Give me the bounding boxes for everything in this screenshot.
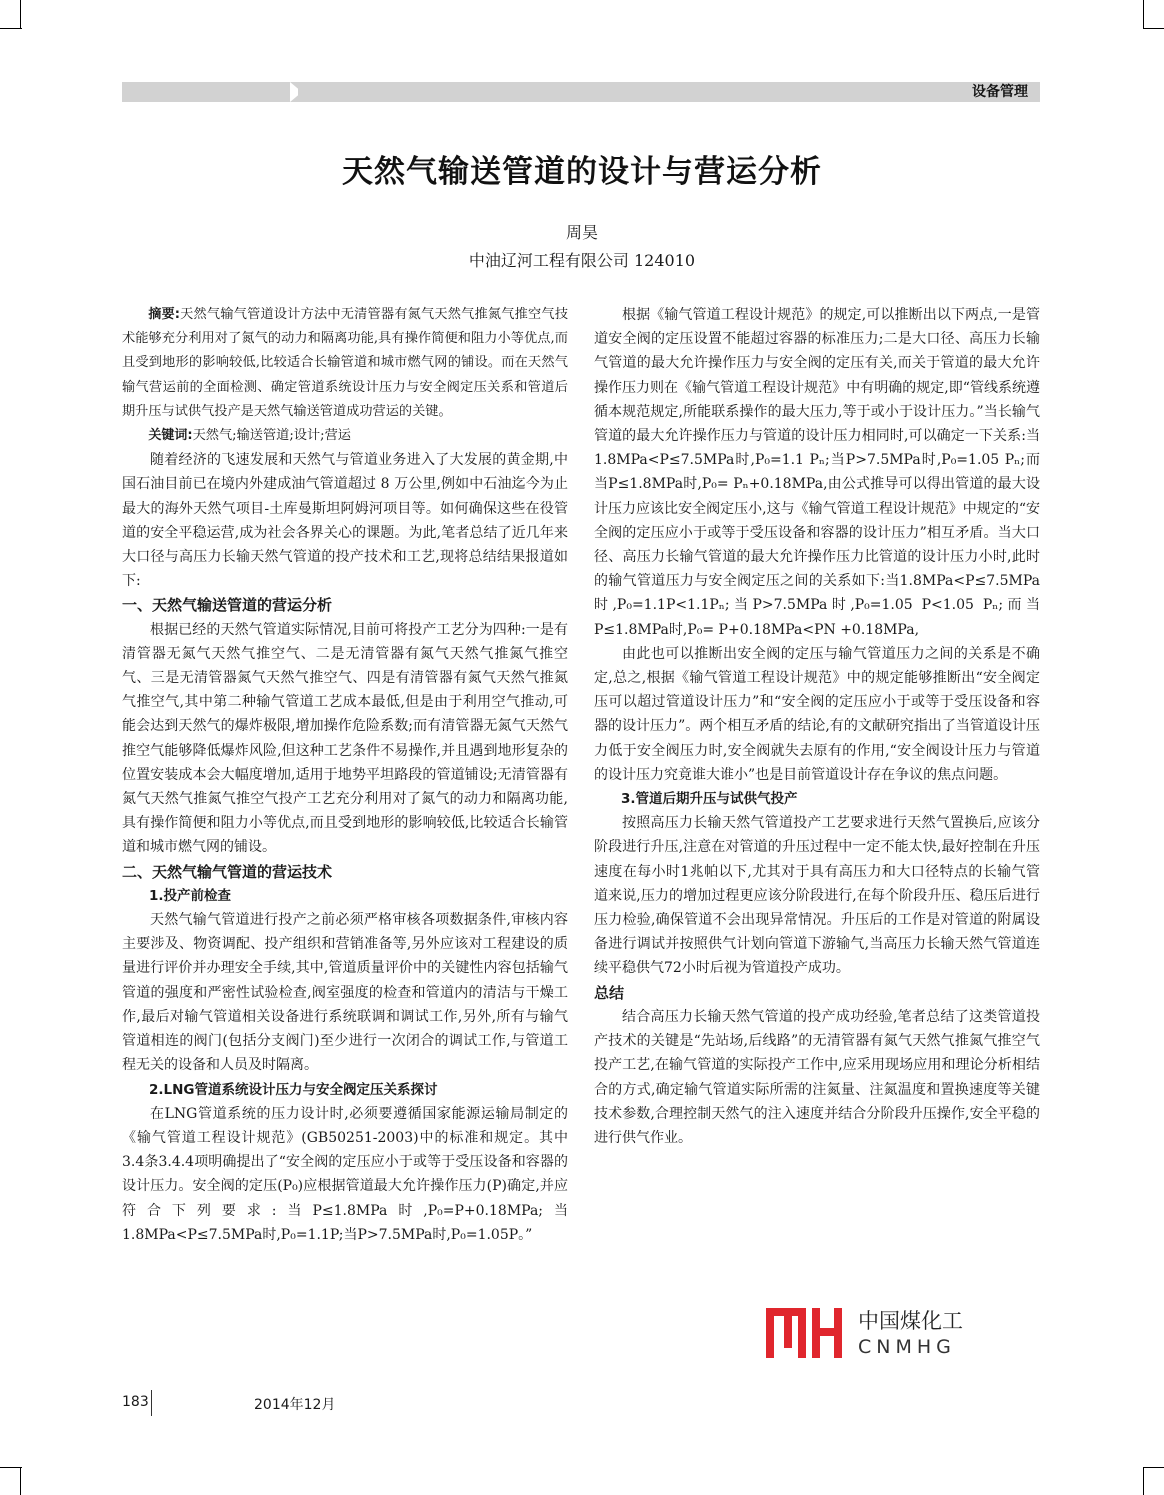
left-column	[122, 303, 568, 1247]
logo-name-en: CNMHG	[858, 1336, 956, 1358]
section-heading-summary: 总结	[594, 983, 625, 1002]
intro-paragraph: 随着经济的飞速发展和天然气与管道业务进入了大发展的黄金期,中国石油目前已在境内外建成油气管道超过 8 万公里,例如中石油迄今为止最大的海外天然气项目-土库曼斯坦阿姆河项目等。如何确保这些在役管道的安全平稳运营,成为社会各界关心的课题。为此,笔者总结了近几年来大口径与高压力长输天然气管道的投产技术和工艺,现将总结结果报道如下:	[122, 452, 568, 590]
page-number: 183	[122, 1394, 149, 1410]
abstract-text: 天然气输气管道设计方法中无清管器有氮气天然气推氮气推空气技术能够充分利用对了氮气的动力和隔离功能,具有操作简便和阻力小等优点,而且受到地形的影响较低,比较适合长输管道和城市燃气网的铺设。而在天然气输气营运前的全面检测、确定管道系统设计压力与安全阀定压关系和管道后期升压与试供气投产是天然气输送管道成功营运的关键。	[122, 307, 569, 419]
article-title: 天然气输送管道的设计与营运分析	[342, 154, 822, 190]
abstract-label: 摘要:	[148, 307, 180, 322]
cnmhg-logo	[762, 1302, 852, 1362]
keywords-label: 关键词:	[148, 428, 193, 444]
crop-mark	[0, 28, 22, 29]
issue-date: 2014年12月	[254, 1397, 336, 1413]
subsection-heading-1: 1.投产前检查	[149, 887, 232, 904]
crop-mark	[0, 1467, 22, 1468]
subsection-heading-2: 2.LNG管道系统设计压力与安全阀定压关系探讨	[149, 1081, 438, 1098]
abstract	[122, 303, 568, 424]
paragraph: 在LNG管道系统的压力设计时,必须要遵循国家能源运输局制定的《输气管道工程设计规范》(GB50251-2003)中的标准和规定。其中3.4条3.4.4项明确提出了“安全阀的定压应小于或等于受压设备和容器的设计压力。安全阀的定压(P₀)应根据管道最大允许操作压力(P)确定,并应符合下列要求:当P≤1.8MPa时,P₀=P+0.18MPa;当1.8MPa<P≤7.5MPa时,P₀=1.1P;当P>7.5MPa时,P₀=1.05P。”	[122, 1105, 568, 1243]
paragraph: 结合高压力长输天然气管道的投产成功经验,笔者总结了这类管道投产技术的关键是“先站场,后线路”的无清管器有氮气天然气推氮气推空气投产工艺,在输气管道的实际投产工作中,应采用现场应用和理论分析相结合的方式,确定输气管道实际所需的注氮量、注氮温度和置换速度等关键技术参数,合理控制天然气的注入速度并结合分阶段升压操作,安全平稳的进行供气作业。	[594, 1008, 1040, 1146]
paragraph: 根据《输气管道工程设计规范》的规定,可以推断出以下两点,一是管道安全阀的定压设置不能超过容器的标准压力;二是大口径、高压力长输气管道的最大允许操作压力与安全阀的定压有关,而关于管道的最大允许操作压力则在《输气管道工程设计规范》中有明确的规定,即“管线系统遵循本规范规定,所能联系操作的最大压力,等于或小于设计压力。”当长输气管道的最大允许操作压力与管道的设计压力相同时,可以确定一下关系:当1.8MPa<P≤7.5MPa时,P₀=1.1 Pₙ;当P>7.5MPa时,P₀=1.05 Pₙ;而当P≤1.8MPa时,P₀= Pₙ+0.18MPa,由公式推导可以得出管道的最大设计压力应该比安全阀定压小,这与《输气管道工程设计规范》中规定的“安全阀的定压应小于或等于受压设备和容器的设计压力”相互矛盾。当大口径、高压力长输气管道的最大允许操作压力比管道的设计压力小时,此时的输气管道压力与安全阀定压之间的关系如下:当1.8MPa<P≤7.5MPa时,P₀=1.1P<1.1Pₙ;当P>7.5MPa时,P₀=1.05 P<1.05 Pₙ;而当P≤1.8MPa时,P₀= P+0.18MPa<PN +0.18MPa,	[594, 307, 1040, 638]
crop-mark	[1143, 0, 1144, 28]
section-heading-2: 二、天然气输气管道的营运技术	[122, 862, 333, 881]
paragraph: 按照高压力长输天然气管道投产工艺要求进行天然气置换后,应该分阶段进行升压,注意在对管道的升压过程中一定不能太快,最好控制在升压速度在每小时1兆帕以下,尤其对于具有高压力和大口径特点的长输气管道来说,压力的增加过程更应该分阶段进行,在每个阶段升压、稳压后进行压力检验,确保管道不会出现异常情况。升压后的工作是对管道的附属设备进行调试并按照供气计划向管道下游输气,当高压力长输天然气管道连续平稳供气72小时后视为管道投产成功。	[594, 815, 1040, 977]
paragraph: 根据已经的天然气管道实际情况,目前可将投产工艺分为四种:一是有清管器无氮气天然气推空气、二是无清管器有氮气天然气推氮气推空气、三是无清管器氮气天然气推空气、四是有清管器有氮气天然气推氮气推空气,其中第二种输气管道工艺成本最低,但是由于利用空气推动,可能会达到天然气的爆炸极限,增加操作危险系数;而有清管器无氮气天然气推空气能够降低爆炸风险,但这种工艺条件不易操作,并且遇到地形复杂的位置安装成本会大幅度增加,适用于地势平坦路段的管道铺设;无清管器有氮气天然气推氮气推空气投产工艺充分利用对了氮气的动力和隔离功能,具有操作简便和阻力小等优点,而且受到地形的影响较低,比较适合长输管道和城市燃气网的铺设。	[122, 621, 568, 856]
crop-mark	[1143, 28, 1164, 29]
keywords	[122, 424, 568, 448]
header-chevron	[298, 82, 310, 102]
section-heading-1: 一、天然气输送管道的营运分析	[122, 596, 333, 615]
header-bar	[122, 82, 1040, 102]
paragraph: 由此也可以推断出安全阀的定压与输气管道压力之间的关系是不确定,总之,根据《输气管道工程设计规范》中的规定能够推断出“安全阀定压可以超过管道设计压力”和“安全阀的定压应小于或等于受压设备和容器的设计压力”。两个相互矛盾的结论,有的文献研究指出了当管道设计压力低于安全阀压力时,安全阀就失去原有的作用,“安全阀设计压力与管道的设计压力究竟谁大谁小”也是目前管道设计存在争议的焦点问题。	[594, 645, 1040, 783]
logo-name-cn: 中国煤化工	[858, 1309, 963, 1333]
crop-mark	[20, 1468, 21, 1495]
keywords-text: 天然气;输送管道;设计;营运	[192, 428, 351, 444]
crop-mark	[1143, 1467, 1164, 1468]
section-label: 设备管理	[972, 84, 1028, 100]
article-affiliation: 中油辽河工程有限公司 124010	[468, 251, 696, 270]
crop-mark	[20, 0, 21, 28]
subsection-heading-3: 3.管道后期升压与试供气投产	[621, 791, 798, 808]
right-column	[594, 303, 1040, 1150]
crop-mark	[1143, 1468, 1144, 1495]
article-author: 周昊	[565, 223, 598, 242]
paragraph: 天然气输气管道进行投产之前必须严格审核各项数据条件,审核内容主要涉及、物资调配、投产组织和营销准备等,另外应该对工程建设的质量进行评价并办理安全手续,其中,管道质量评价中的关键性内容包括输气管道的强度和严密性试验检查,阀室强度的检查和管道内的清洁与干燥工作,最后对输气管道相关设备进行系统联调和调试工作,另外,所有与输气管道相连的阀门(包括分支阀门)至少进行一次闭合的调试工作,与管道工程无关的设备和人员及时隔离。	[122, 912, 568, 1074]
footer-divider	[151, 1390, 152, 1416]
